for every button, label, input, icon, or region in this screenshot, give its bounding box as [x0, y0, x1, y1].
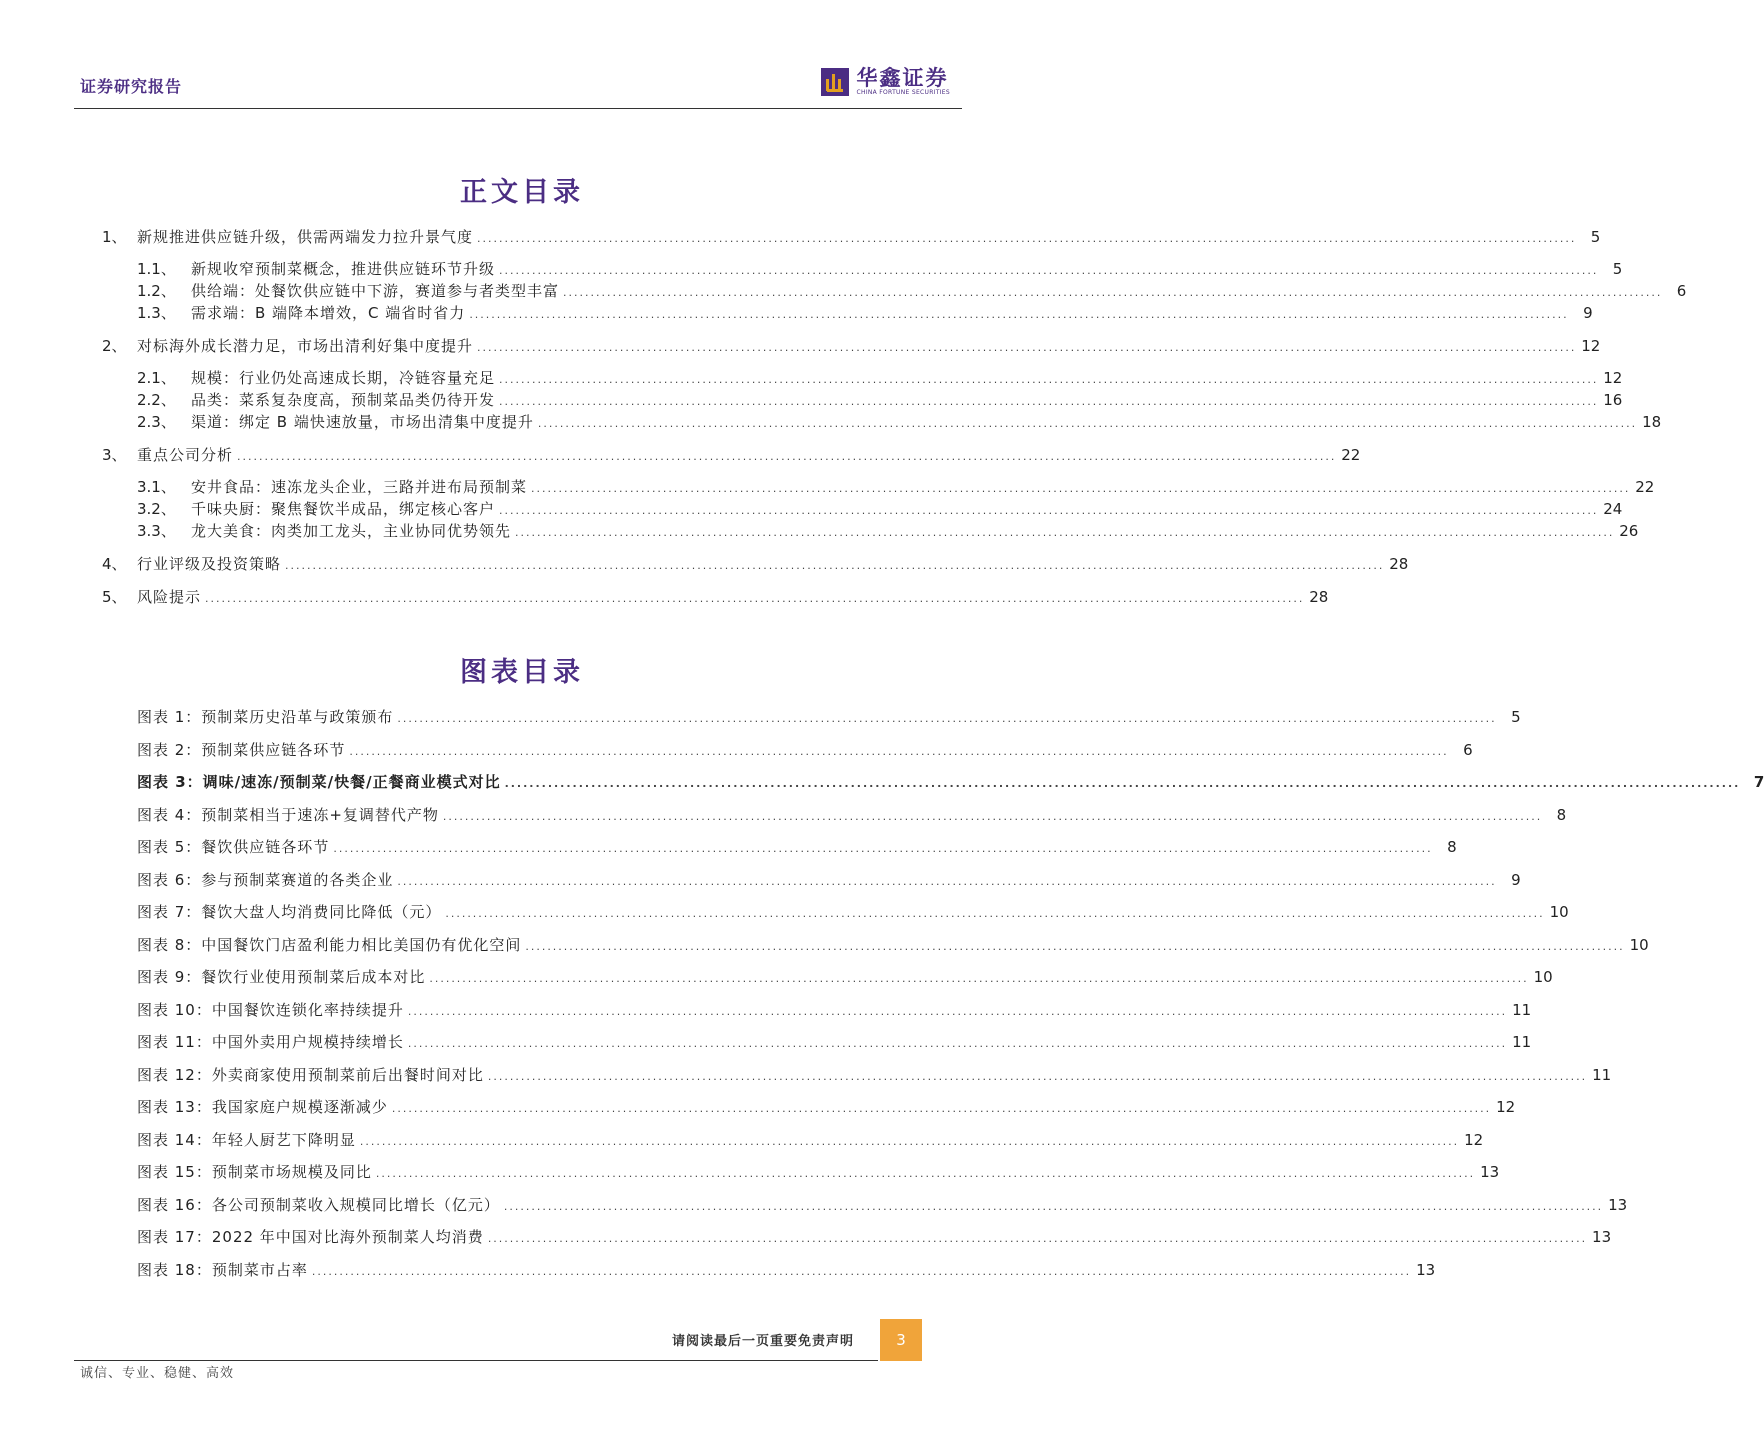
toc-entry-number: 1.3、 — [137, 304, 176, 322]
toc-entry[interactable] — [102, 553, 1409, 575]
toc-entry-number: 3.3、 — [137, 522, 176, 540]
figure-entry-page: 13 — [1592, 1228, 1612, 1246]
figure-entry-title: 图表 10：中国餐饮连锁化率持续提升 — [137, 1000, 404, 1019]
figure-entry-title: 图表 7：餐饮大盘人均消费同比降低（元） — [137, 903, 442, 921]
figure-entry-page: 7 — [1753, 773, 1764, 791]
toc-entry[interactable] — [102, 226, 1601, 248]
figure-entry[interactable] — [137, 901, 1569, 923]
figure-entry-title: 图表 17：2022 年中国对比海外预制菜人均消费 — [137, 1228, 484, 1246]
figure-list-title: 图表目录 — [460, 657, 584, 688]
figure-entry-page: 13 — [1608, 1195, 1628, 1214]
figure-entry-title: 图表 1：预制菜历史沿革与政策颁布 — [137, 708, 394, 726]
figure-entry[interactable] — [137, 1129, 1484, 1151]
toc-entry-title: 新规推进供应链升级，供需两端发力拉升景气度 — [137, 228, 474, 246]
toc-entry-page: 6 — [1676, 282, 1687, 300]
toc-title: 正文目录 — [460, 177, 584, 208]
figure-entry-page: 11 — [1512, 1000, 1532, 1019]
company-motto: 诚信、专业、稳健、高效 — [80, 1366, 235, 1381]
figure-entry[interactable] — [137, 934, 1649, 956]
toc-entry-page: 22 — [1635, 478, 1655, 496]
figure-entry-title: 图表 3：调味/速冻/预制菜/快餐/正餐商业模式对比 — [137, 773, 501, 791]
dot-leader: ........................................................................................................................................................................................................ — [359, 1134, 1460, 1148]
figure-entry-page: 10 — [1629, 935, 1649, 954]
figure-entry-title: 图表 13：我国家庭户规模逐渐减少 — [137, 1098, 388, 1116]
toc-entry-number: 1.1、 — [137, 260, 176, 278]
toc-entry-page: 28 — [1309, 588, 1329, 606]
figure-entry[interactable] — [137, 1259, 1436, 1281]
toc-entry-title: 新规收窄预制菜概念，推进供应链环节升级 — [191, 260, 496, 278]
toc-entry[interactable] — [137, 411, 1662, 433]
toc-entry-number: 3、 — [102, 446, 127, 464]
toc-entry[interactable] — [137, 302, 1593, 324]
dot-leader: ........................................................................................................................................................................................................ — [397, 874, 1497, 888]
dot-leader: ........................................................................................................................................................................................................ — [499, 264, 1599, 277]
figure-entry[interactable] — [137, 966, 1553, 988]
figure-entry-title: 图表 9：餐饮行业使用预制菜后成本对比 — [137, 968, 426, 986]
dot-leader: ........................................................................................................................................................................................................ — [531, 482, 1631, 495]
figure-entry-page: 9 — [1511, 870, 1521, 889]
toc-entry[interactable] — [102, 335, 1601, 357]
dot-leader: ........................................................................................................................................................................................................ — [487, 1069, 1588, 1083]
figure-entry-title: 图表 6：参与预制菜赛道的各类企业 — [137, 870, 394, 889]
figure-entry-page: 11 — [1592, 1065, 1612, 1084]
logo-name-en: CHINA FORTUNE SECURITIES — [856, 89, 950, 96]
figure-entry[interactable] — [137, 1194, 1628, 1216]
toc-entry-page: 12 — [1603, 369, 1623, 387]
toc-entry-number: 4、 — [102, 555, 127, 573]
toc-entry[interactable] — [137, 476, 1655, 498]
toc-entry-page: 9 — [1583, 304, 1593, 322]
report-type-label: 证券研究报告 — [80, 77, 183, 96]
toc-entry[interactable] — [102, 444, 1361, 466]
figure-entry[interactable] — [137, 836, 1457, 858]
toc-entry[interactable] — [137, 258, 1623, 280]
dot-leader: ........................................................................................................................................................................................................ — [349, 744, 1449, 758]
dot-leader: ........................................................................................................................................................................................................ — [503, 1199, 1604, 1213]
dot-leader: ........................................................................................................................................................................................................ — [237, 450, 1337, 463]
figure-entry-page: 5 — [1511, 708, 1521, 726]
dot-leader: ........................................................................................................................................................................................................ — [487, 1232, 1588, 1245]
figure-entry-page: 10 — [1533, 968, 1553, 986]
figure-entry[interactable] — [137, 1161, 1500, 1183]
toc-entry-page: 22 — [1341, 446, 1361, 464]
toc-entry[interactable] — [137, 498, 1623, 520]
dot-leader: ........................................................................................................................................................................................................ — [285, 559, 1385, 572]
toc-entry[interactable] — [137, 520, 1639, 542]
toc-entry-number: 1、 — [102, 228, 127, 246]
dot-leader: ........................................................................................................................................................................................................ — [477, 232, 1577, 245]
toc-entry-title: 品类：菜系复杂度高，预制菜品类仍待开发 — [191, 391, 496, 409]
disclaimer-note: 请阅读最后一页重要免责声明 — [672, 1334, 855, 1349]
toc-entry-number: 5、 — [102, 588, 127, 606]
toc-entry-title: 安井食品：速冻龙头企业，三路并进布局预制菜 — [191, 478, 528, 496]
figure-entry-title: 图表 15：预制菜市场规模及同比 — [137, 1163, 372, 1181]
dot-leader: ........................................................................................................................................................................................................ — [311, 1264, 1412, 1278]
toc-entry-page: 5 — [1590, 228, 1601, 246]
dot-leader: ........................................................................................................................................................................................................ — [537, 417, 1638, 430]
figure-entry-page: 10 — [1549, 903, 1569, 921]
figure-entry[interactable] — [137, 804, 1567, 826]
dot-leader: ........................................................................................................................................................................................................ — [205, 592, 1305, 605]
dot-leader: ........................................................................................................................................................................................................ — [375, 1167, 1476, 1180]
toc-entry-number: 2.1、 — [137, 369, 176, 387]
figure-entry-title: 图表 8：中国餐饮门店盈利能力相比美国仍有优化空间 — [137, 935, 522, 954]
toc-entry-page: 18 — [1642, 413, 1662, 431]
figure-entry-page: 8 — [1556, 805, 1567, 824]
dot-leader: ........................................................................................................................................................................................................ — [469, 308, 1569, 321]
figure-entry-title: 图表 16：各公司预制菜收入规模同比增长（亿元） — [137, 1195, 500, 1214]
page-header — [74, 60, 962, 109]
dot-leader: ........................................................................................................................................................................................................ — [429, 972, 1529, 985]
toc-entry-page: 24 — [1603, 500, 1623, 518]
dot-leader: ........................................................................................................................................................................................................ — [525, 939, 1625, 953]
toc-entry-page: 5 — [1612, 260, 1623, 278]
toc-entry[interactable] — [102, 586, 1329, 608]
figure-entry-page: 11 — [1512, 1033, 1532, 1051]
toc-entry-title: 风险提示 — [137, 588, 202, 606]
dot-leader: ........................................................................................................................................................................................................ — [397, 712, 1497, 725]
dot-leader: ........................................................................................................................................................................................................ — [563, 286, 1663, 299]
figure-entry-title: 图表 11：中国外卖用户规模持续增长 — [137, 1033, 404, 1051]
toc-entry-page: 16 — [1603, 391, 1623, 409]
dot-leader: ........................................................................................................................................................................................................ — [333, 842, 1433, 855]
toc-entry-number: 3.1、 — [137, 478, 176, 496]
figure-entry-page: 6 — [1463, 740, 1473, 759]
toc-entry-title: 对标海外成长潜力足，市场出清利好集中度提升 — [137, 337, 474, 355]
figure-entry[interactable] — [137, 771, 1764, 793]
toc-entry-page: 12 — [1581, 337, 1601, 355]
figure-entry[interactable] — [137, 1226, 1612, 1248]
toc-entry-title: 渠道：绑定 B 端快速放量，市场出清集中度提升 — [191, 413, 534, 431]
toc-entry[interactable] — [137, 389, 1623, 411]
toc-entry[interactable] — [137, 280, 1687, 302]
toc-entry-number: 1.2、 — [137, 282, 176, 300]
dot-leader: ........................................................................................................................................................................................................ — [499, 504, 1599, 517]
dot-leader: ........................................................................................................................................................................................................ — [499, 395, 1599, 408]
figure-entry[interactable] — [137, 706, 1521, 728]
figure-entry[interactable] — [137, 869, 1521, 891]
logo-name-cn: 华鑫证券 — [856, 66, 949, 90]
toc-entry-number: 2、 — [102, 337, 127, 355]
toc-entry-title: 规模：行业仍处高速成长期，冷链容量充足 — [191, 369, 496, 387]
figure-entry-title: 图表 12：外卖商家使用预制菜前后出餐时间对比 — [137, 1065, 484, 1084]
figure-entry-title: 图表 4：预制菜相当于速冻+复调替代产物 — [137, 805, 439, 824]
dot-leader: ........................................................................................................................................................................................................ — [504, 777, 1741, 790]
dot-leader: ........................................................................................................................................................................................................ — [515, 526, 1615, 539]
toc-entry-title: 需求端：B 端降本增效，C 端省时省力 — [191, 304, 466, 322]
toc-entry-number: 3.2、 — [137, 500, 176, 518]
dot-leader: ........................................................................................................................................................................................................ — [499, 373, 1599, 386]
toc-entry-number: 2.3、 — [137, 413, 176, 431]
figure-entry-page: 8 — [1447, 838, 1457, 856]
page-number: 3 — [880, 1319, 922, 1361]
figure-entry-page: 13 — [1480, 1163, 1500, 1181]
toc-entry-title: 供给端：处餐饮供应链中下游，赛道参与者类型丰富 — [191, 282, 560, 300]
dot-leader: ........................................................................................................................................................................................................ — [477, 341, 1577, 354]
dot-leader: ........................................................................................................................................................................................................ — [442, 809, 1543, 823]
figure-entry[interactable] — [137, 1064, 1612, 1086]
toc-entry-title: 龙大美食：肉类加工龙头，主业协同优势领先 — [191, 522, 512, 540]
figure-entry[interactable] — [137, 739, 1473, 761]
figure-entry[interactable] — [137, 1031, 1532, 1053]
toc-entry[interactable] — [137, 367, 1623, 389]
toc-entry-number: 2.2、 — [137, 391, 176, 409]
toc-entry-page: 26 — [1619, 522, 1639, 540]
dot-leader: ........................................................................................................................................................................................................ — [391, 1102, 1492, 1115]
figure-entry-title: 图表 2：预制菜供应链各环节 — [137, 740, 346, 759]
toc-entry-page: 28 — [1389, 555, 1409, 573]
company-logo — [821, 64, 950, 100]
figure-entry-page: 12 — [1496, 1098, 1516, 1116]
toc-entry-title: 行业评级及投资策略 — [137, 555, 282, 573]
figure-entry[interactable] — [137, 999, 1532, 1021]
toc-entry-title: 千味央厨：聚焦餐饮半成品，绑定核心客户 — [191, 500, 496, 518]
figure-entry[interactable] — [137, 1096, 1516, 1118]
figure-entry-title: 图表 14：年轻人厨艺下降明显 — [137, 1130, 356, 1149]
figure-entry-title: 图表 18：预制菜市占率 — [137, 1260, 308, 1279]
figure-entry-page: 12 — [1464, 1130, 1484, 1149]
dot-leader: ........................................................................................................................................................................................................ — [445, 907, 1545, 920]
dot-leader: ........................................................................................................................................................................................................ — [407, 1037, 1508, 1050]
figure-entry-title: 图表 5：餐饮供应链各环节 — [137, 838, 330, 856]
footer-divider — [74, 1360, 878, 1361]
dot-leader: ........................................................................................................................................................................................................ — [407, 1004, 1508, 1018]
figure-entry-page: 13 — [1416, 1260, 1436, 1279]
fortune-logo-icon — [821, 68, 849, 96]
toc-entry-title: 重点公司分析 — [137, 446, 234, 464]
